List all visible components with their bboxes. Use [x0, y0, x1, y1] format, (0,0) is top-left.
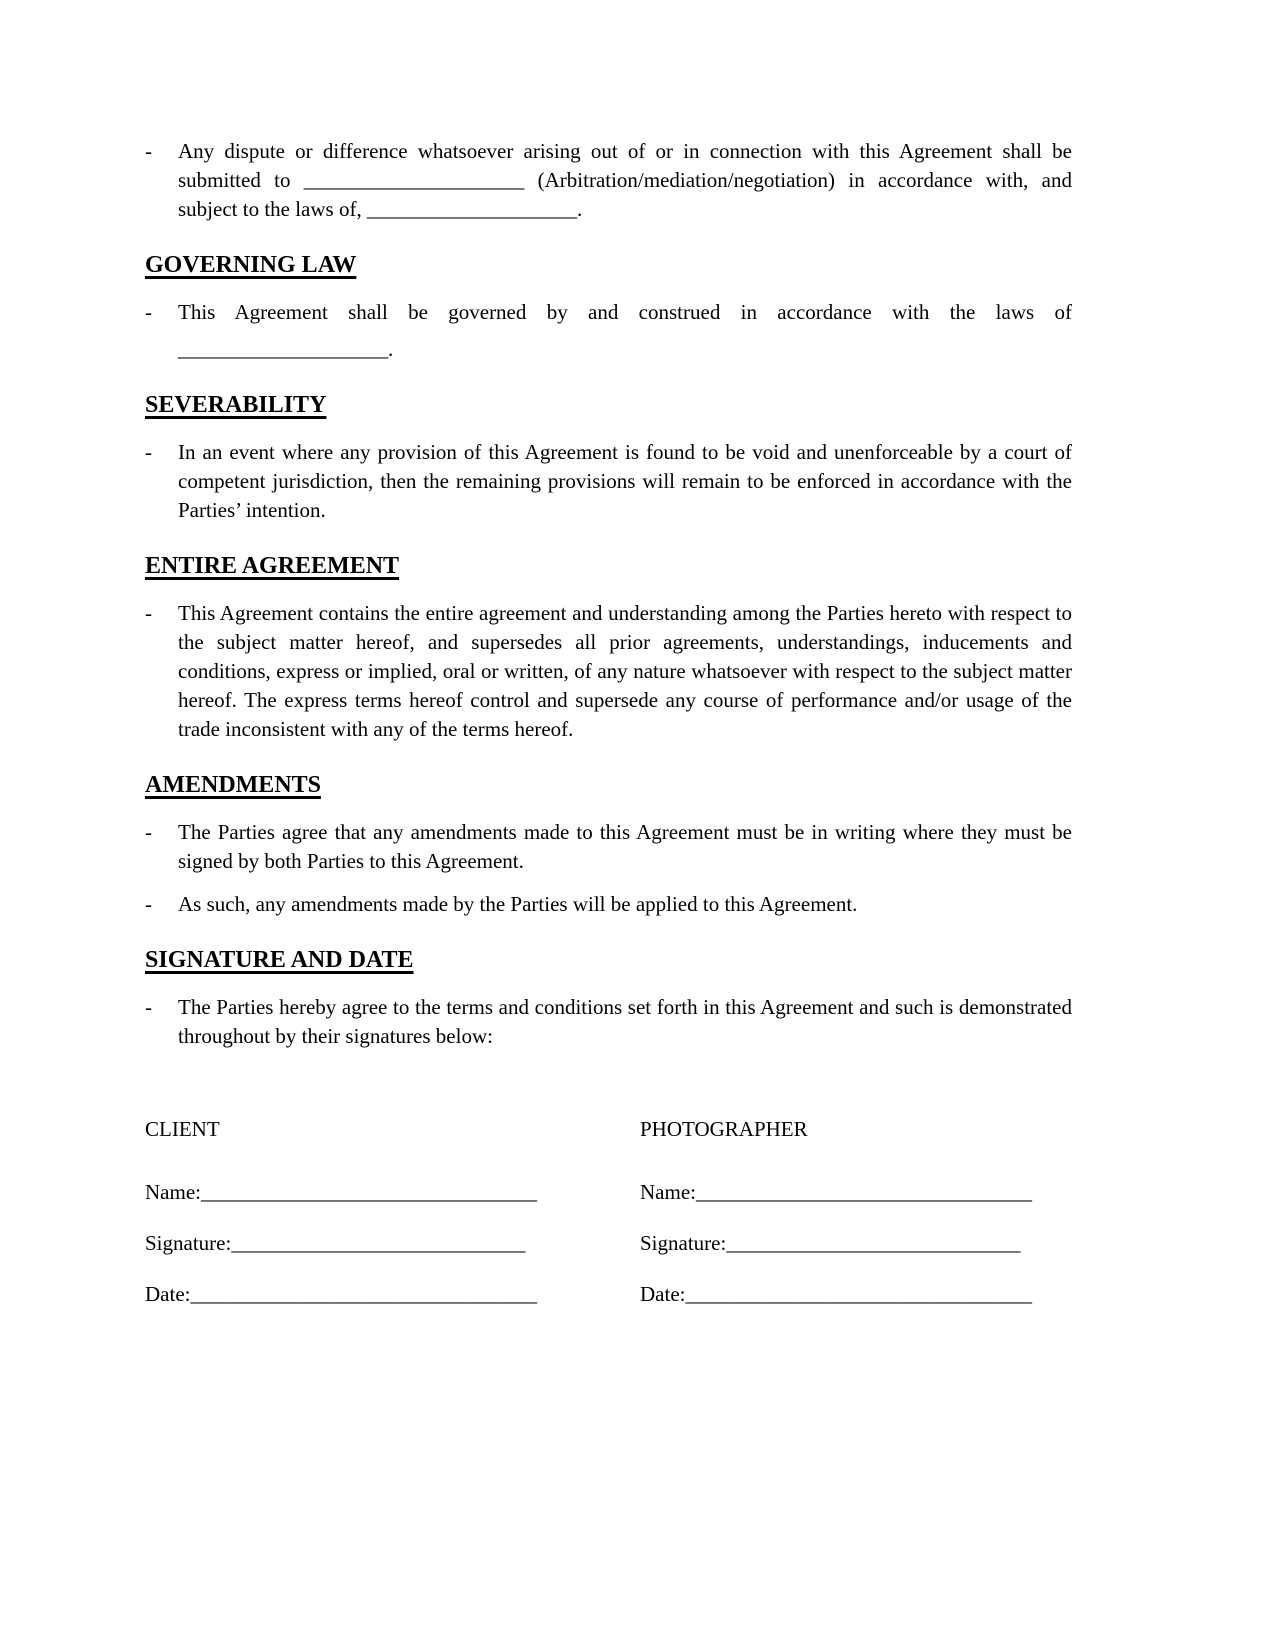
- signature-fill-line: ____________________________: [726, 1231, 1021, 1255]
- field-label: Name:: [640, 1180, 696, 1204]
- signature-block: [145, 1115, 1072, 1309]
- field-label: Signature:: [145, 1231, 232, 1255]
- bullet-dash: -: [145, 139, 152, 163]
- paragraph-text: The Parties hereby agree to the terms and conditions set forth in this Agreement and such is demonstrated throughout by their signatures below:: [178, 995, 1072, 1048]
- section-governing-law: [145, 250, 1072, 364]
- field-label: Signature:: [640, 1231, 727, 1255]
- fill-in-blank-line: ____________________.: [178, 337, 394, 361]
- paragraph-text: This Agreement contains the entire agreement and understanding among the Parties hereto with respect to the subject matter hereof, and supersedes all prior agreements, understandings, inducements and conditions, express or implied, oral or written, of any nature whatsoever with respect to the subject matter hereof. The express terms hereof control and supersede any course of performance and/or usage of the trade inconsistent with any of the terms hereof.: [178, 601, 1072, 741]
- section-heading-text: ENTIRE AGREEMENT: [145, 553, 400, 579]
- section-heading: [145, 770, 1072, 800]
- bullet-item: [145, 438, 1072, 525]
- paragraph-text: As such, any amendments made by the Parties will be applied to this Agreement.: [178, 892, 858, 916]
- date-fill-line: _________________________________: [685, 1282, 1032, 1306]
- signature-field-name: [145, 1178, 537, 1207]
- name-fill-line: ________________________________: [695, 1180, 1032, 1204]
- section-amendments: [145, 770, 1072, 919]
- date-fill-line: _________________________________: [190, 1282, 537, 1306]
- bullet-item: [145, 818, 1072, 876]
- paragraph-text: The Parties agree that any amendments made to this Agreement must be in writing where they must be signed by both Parties to this Agreement.: [178, 820, 1072, 873]
- signature-field-signature: [145, 1229, 537, 1258]
- paragraph-text: Any dispute or difference whatsoever arising out of or in connection with this Agreement shall be submitted to _____________________ (Arbitration/mediation/negotiation) in accordance with, and subject to the laws of, ____________________.: [178, 139, 1072, 221]
- signature-fill-line: ____________________________: [231, 1231, 526, 1255]
- signature-field-signature: [640, 1229, 1032, 1258]
- section-heading: [145, 551, 1072, 581]
- section-heading-text: AMENDMENTS: [145, 772, 322, 798]
- paragraph-group: [178, 298, 1072, 364]
- bullet-dash: -: [145, 601, 152, 625]
- bullet-item: [145, 993, 1072, 1051]
- signature-party-title: PHOTOGRAPHER: [640, 1117, 808, 1141]
- section-dispute-resolution: [145, 137, 1072, 224]
- bullet-item: [145, 137, 1072, 224]
- signature-field-name: [640, 1178, 1032, 1207]
- paragraph-text: In an event where any provision of this Agreement is found to be void and unenforceable by a court of competent jurisdiction, then the remaining provisions will remain to be enforced in accordance with the Parties’ intention.: [178, 440, 1072, 522]
- signature-party-title: CLIENT: [145, 1117, 220, 1141]
- bullet-item: [145, 298, 1072, 364]
- section-entire-agreement: [145, 551, 1072, 744]
- section-heading: [145, 945, 1072, 975]
- section-heading: [145, 390, 1072, 420]
- bullet-dash: -: [145, 820, 152, 844]
- section-heading-text: SEVERABILITY: [145, 392, 327, 418]
- name-fill-line: ________________________________: [200, 1180, 537, 1204]
- field-label: Date:: [145, 1282, 191, 1306]
- section-severability: [145, 390, 1072, 525]
- bullet-item: [145, 599, 1072, 744]
- paragraph-text: This Agreement shall be governed by and construed in accordance with the laws of: [178, 300, 1072, 324]
- section-signature-and-date: [145, 945, 1072, 1051]
- bullet-dash: -: [145, 300, 152, 324]
- signature-field-date: [145, 1280, 537, 1309]
- section-heading-text: GOVERNING LAW: [145, 252, 357, 278]
- section-heading-text: SIGNATURE AND DATE: [145, 947, 414, 973]
- bullet-dash: -: [145, 892, 152, 916]
- signature-column-photographer: [640, 1115, 1032, 1309]
- signature-field-date: [640, 1280, 1032, 1309]
- bullet-dash: -: [145, 995, 152, 1019]
- bullet-item: [145, 890, 1072, 919]
- field-label: Name:: [145, 1180, 201, 1204]
- field-label: Date:: [640, 1282, 686, 1306]
- bullet-dash: -: [145, 440, 152, 464]
- signature-column-client: [145, 1115, 537, 1309]
- section-heading: [145, 250, 1072, 280]
